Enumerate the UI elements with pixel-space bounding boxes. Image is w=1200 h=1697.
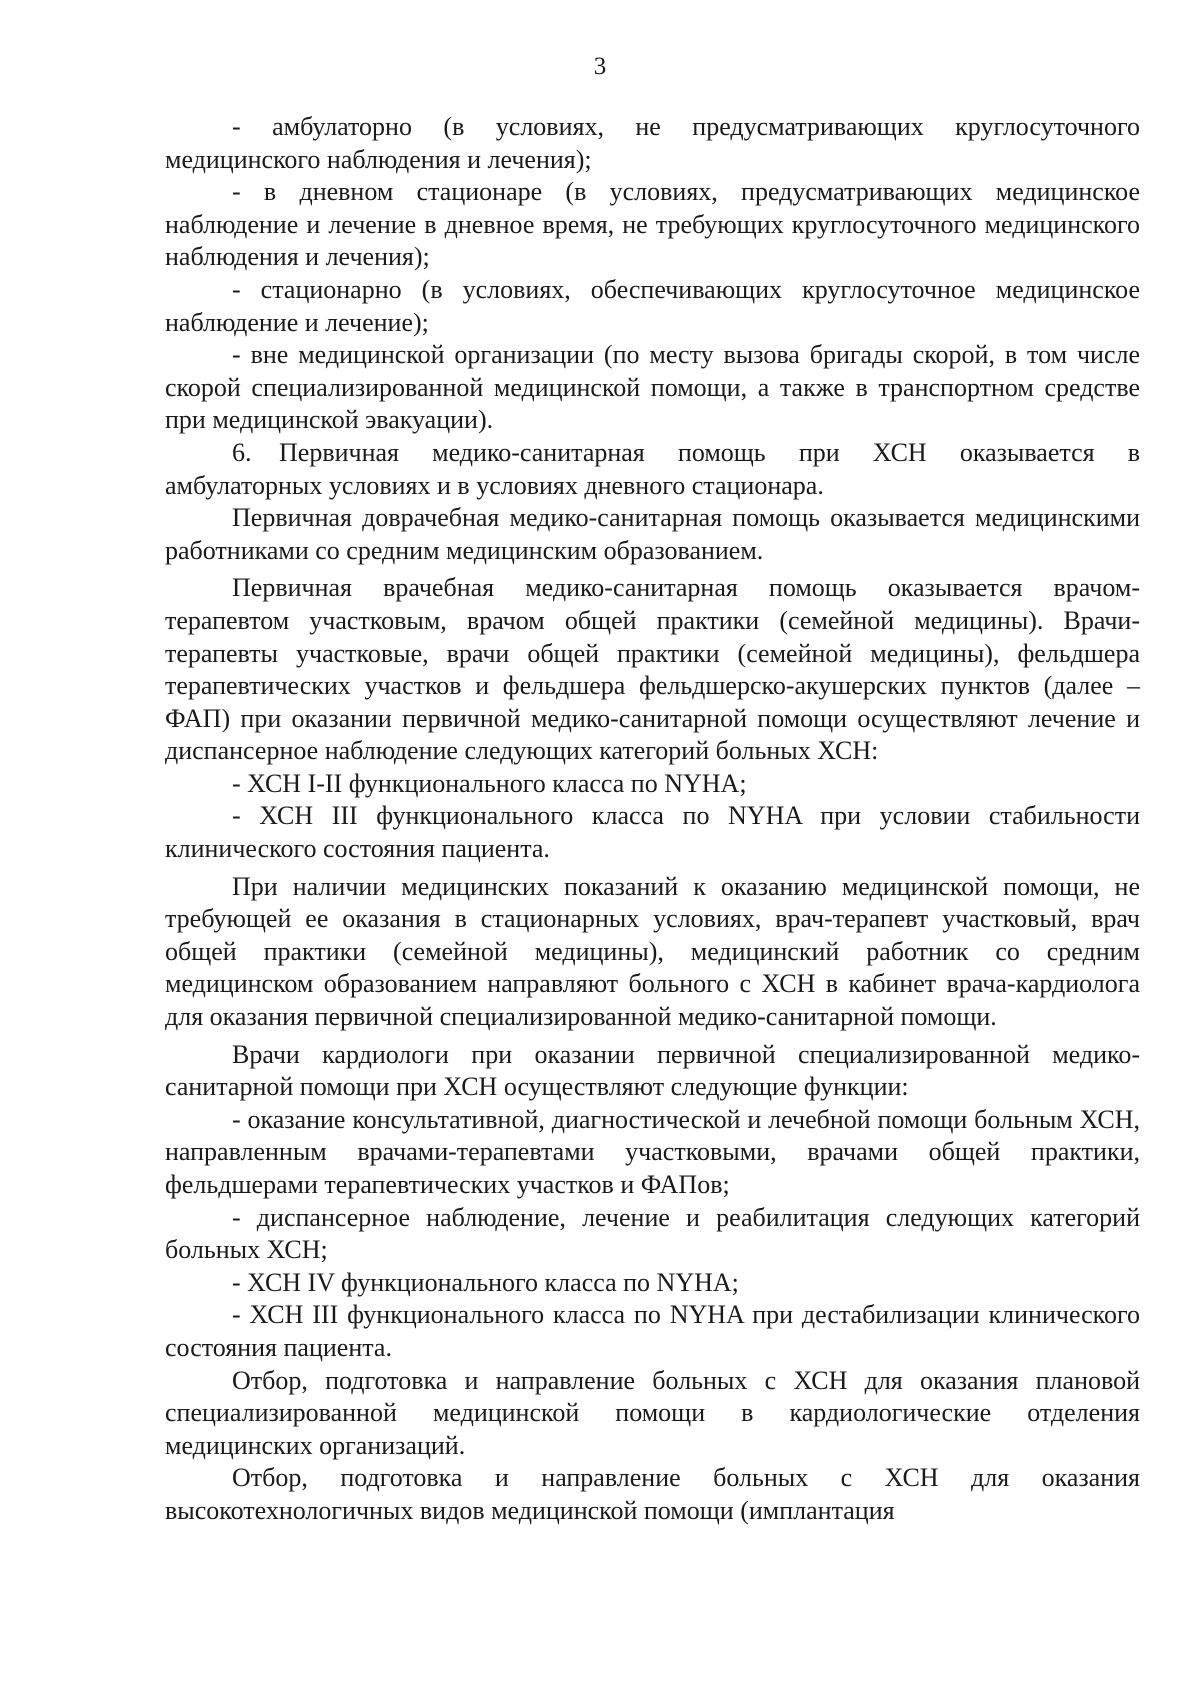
paragraph-high-tech-care: Отбор, подготовка и направление больных с ХСН для оказания высокотехнологичных видов медицинской помощи (имплантация [165, 1463, 1140, 1525]
paragraph-item-6 [165, 437, 1140, 502]
paragraph-doctor-care: Первичная врачебная медико-санитарная помощь оказывается врачом-терапевтом участковым, врачом общей практики (семейной медицины). Врачи-терапевты участковые, врачи общей практики (семейной медицины), фельдшера терапевтических участков и фельдшера фельдшерско-акушерских пунктов (далее – ФАП) при оказании первичной медико-санитарной помощи осуществляют лечение и диспансерное наблюдение следующих категорий больных ХСН: [165, 573, 1140, 766]
paragraph-hsn-class-4: - ХСН IV функционального класса по NYHA; [232, 1267, 739, 1297]
paragraph-pre-doctor-care: Первичная доврачебная медико-санитарная помощь оказывается медицинскими работниками со средним медицинским образованием. [165, 503, 1140, 565]
paragraph-ambulatory: - амбулаторно (в условиях, не предусматривающих круглосуточного медицинского наблюдения и лечения); [165, 112, 1140, 174]
paragraph-dispensary-observation: - диспансерное наблюдение, лечение и реабилитация следующих категорий больных ХСН; [165, 1202, 1140, 1265]
paragraph-inpatient: - стационарно (в условиях, обеспечивающих круглосуточное медицинское наблюдение и лечение); [165, 274, 1140, 337]
paragraph-referral-cardiologist: При наличии медицинских показаний к оказанию медицинской помощи, не требующей ее оказания в стационарных условиях, врач-терапевт участковый, врач общей практики (семейной медицины), медицинский работник со средним медицинском образованием направляют больного с ХСН в кабинет врача-кардиолога для оказания первичной специализированной медико-санитарной помощи. [165, 871, 1140, 1032]
paragraph-day-hospital: - в дневном стационаре (в условиях, предусматривающих медицинское наблюдение и лечение в дневное время, не требующих круглосуточного медицинского наблюдения и лечения); [165, 177, 1140, 272]
paragraph-planned-specialized-care: Отбор, подготовка и направление больных с ХСН для оказания плановой специализированной медицинской помощи в кардиологические отделения медицинских организаций. [165, 1365, 1140, 1460]
paragraph-hsn-class-1-2: - ХСН I-II функционального класса по NYHA; [232, 768, 747, 798]
paragraph-outside-organization: - вне медицинской организации (по месту вызова бригады скорой, в том числе скорой специализированной медицинской помощи, а также в транспортном средстве при медицинской эвакуации). [165, 340, 1140, 435]
item-6-number: 6. [232, 437, 252, 467]
paragraph-cardiologist-functions: Врачи кардиологи при оказании первичной специализированной медико-санитарной помощи при ХСН осуществляют следующие функции: [165, 1039, 1140, 1102]
paragraph-hsn-class-3-destabilized: - ХСН III функционального класса по NYHA при дестабилизации клинического состояния пациента. [165, 1300, 1140, 1362]
paragraph-consultative-help: - оказание консультативной, диагностической и лечебной помощи больным ХСН, направленным врачами-терапевтами участковыми, врачами общей практики, фельдшерами терапевтических участков и ФАПов; [165, 1104, 1140, 1199]
document-body [165, 111, 1140, 1528]
item-6-text: Первичная медико-санитарная помощь при ХСН оказывается в амбулаторных условиях и в условиях дневного стационара. [165, 437, 1140, 500]
paragraph-hsn-class-3-stable: - ХСН III функционального класса по NYHA при условии стабильности клинического состояния пациента. [165, 801, 1140, 864]
page-number: 3 [593, 53, 607, 80]
